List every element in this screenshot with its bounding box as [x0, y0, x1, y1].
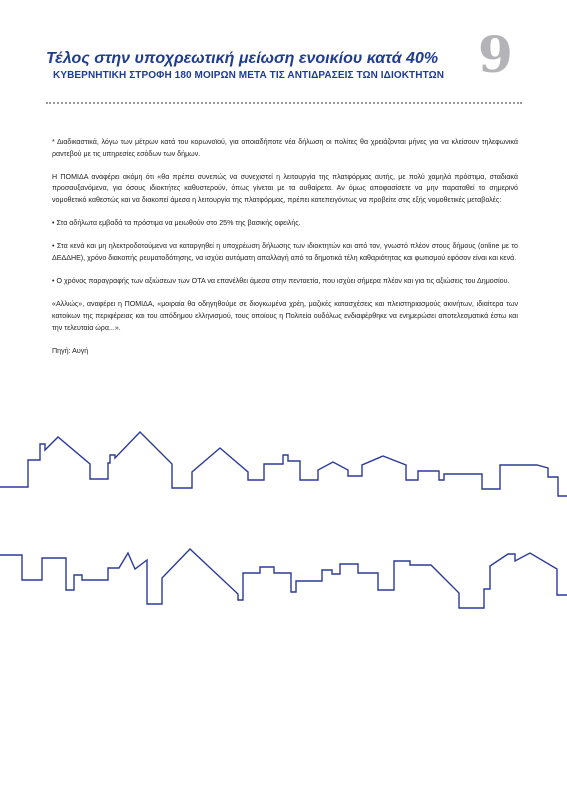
lower-skyline-line [0, 549, 567, 608]
upper-skyline-line [0, 432, 567, 496]
dotted-divider [46, 102, 522, 104]
bullet-statute-of-limitations: • Ο χρόνος παραγραφής των αξιώσεων των ΟΤΑ να επανέλθει άμεσα στην πενταετία, που ισχύει σήμερα πλέον και για τις αξιώσεις του Δημοσίου. [52, 277, 510, 286]
paragraph-note: * Διαδικαστικά, λόγω των μέτρων κατά του κορωνοϊού, για οποιαδήποτε νέα δήλωση οι πολίτες θα χρειάζονται μήνες για να κλείσουν τηλεφωνικά ραντεβού με τις υπηρεσίες εσόδων των δήμων. [52, 138, 518, 158]
source-credit: Πηγή: Αυγή [52, 346, 89, 355]
house-skyline-illustration [0, 420, 567, 620]
paragraph-pomida-statement: Η ΠΟΜΙΔΑ αναφέρει ακόμη ότι «θα πρέπει συνεπώς να συνεχιστεί η λειτουργία της πλατφόρμας αυτής, με πολύ χαμηλά πρόστιμα, σταδιακά προσαυξανόμενα, για όσους ιδιοκτήτες καθυστερούν, όπως γίνεται με τα αυθαίρετα. Αν όμως αποφασίσετε να μην παραταθεί το σημερινό νομοθετικό καθεστώς και να διακοπεί άμεσα η λειτουργία της πλατφόρμας, πρέπει κατεπειγόντως να προβείτε στις εξής νομοθετικές μεταβολές: [52, 172, 518, 204]
page-number: 9 [478, 25, 513, 84]
paragraph-warning-quote: «Αλλιώς», αναφέρει η ΠΟΜΙΔΑ, «μοιραία θα οδηγηθούμε σε διογκωμένα χρέη, μαζικές κατασχέσεις και πλειστηριασμούς ακινήτων, ιδιαίτερα των κατοίκων της περιφέρειας και του απόδημου ελληνισμού, τους οποίους η Πολιτεία ουδόλως ενδιαφέρθηκε να ενημερώσει αποτελεσματικά έστω και την τελευταία ώρα...». [52, 300, 518, 332]
article-subtitle: ΚΥΒΕΡΝΗΤΙΚΗ ΣΤΡΟΦΗ 180 ΜΟΙΡΩΝ ΜΕΤΑ ΤΙΣ ΑΝΤΙΔΡΑΣΕΙΣ ΤΩΝ ΙΔΙΟΚΤΗΤΩΝ [53, 70, 445, 81]
article-body [52, 137, 518, 369]
bullet-vacant-properties: • Στα κενά και μη ηλεκτροδοτούμενα να καταργηθεί η υποχρέωση δήλωσης των ιδιοκτητών και από τον, γνωστό πλέον στους δήμους (online με το ΔΕΔΔΗΕ), χρόνο διακοπής ρευματοδότησης, να ισχύει αυτόματη απαλλαγή από τα δημοτικά τέλη καθαριότητας και φωτισμού εφόσον είναι και κενά. [52, 242, 518, 262]
article-title: Τέλος στην υποχρεωτική μείωση ενοικίου κατά 40% [46, 50, 439, 67]
bullet-fines: • Στα αδήλωτα εμβαδά τα πρόστιμα να μειωθούν στο 25% της βασικής οφειλής. [52, 219, 301, 228]
